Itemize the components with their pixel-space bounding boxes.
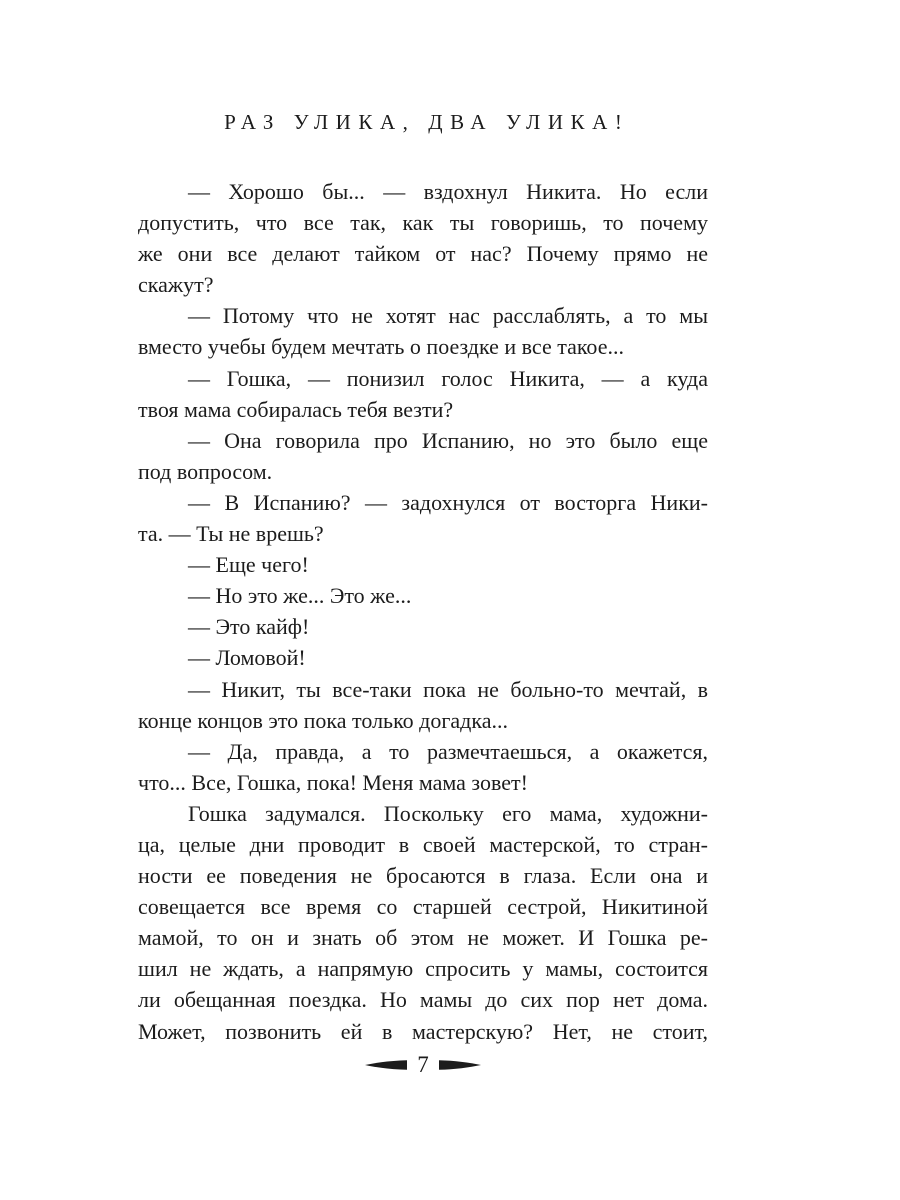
text-line: твоя мама собиралась тебя везти?: [138, 396, 454, 422]
text-line: конце концов это пока только догадка...: [138, 707, 508, 733]
text-line: ности ее поведения не бросаются в глаза. Если она и: [138, 863, 708, 889]
text-line: — Это кайф!: [188, 614, 310, 640]
text-line: Гошка задумался. Поскольку его мама, художни-: [188, 800, 708, 826]
text-line: шил не ждать, а напрямую спросить у мамы, состоится: [138, 956, 708, 982]
text-line: допустить, что все так, как ты говоришь, то почему: [138, 210, 708, 236]
text-line: — Она говорила про Испанию, но это было еще: [188, 427, 708, 453]
text-line: — В Испанию? — задохнулся от восторга Ники-: [188, 489, 708, 515]
text-line: Может, позвонить ей в мастерскую? Нет, не стоит,: [138, 1018, 708, 1044]
text-line: скажут?: [138, 272, 214, 298]
text-line: под вопросом.: [138, 458, 273, 484]
text-line: совещается все время со старшей сестрой, Никитиной: [138, 894, 708, 920]
text-line: мамой, то он и знать об этом не может. И Гошка ре-: [138, 925, 708, 951]
text-line: — Но это же... Это же...: [188, 583, 412, 609]
page-footer: [138, 1050, 708, 1080]
text-line: — Гошка, — понизил голос Никита, — а куда: [188, 365, 708, 391]
tapered-dash-left-icon: [365, 1059, 407, 1071]
text-line: та. — Ты не врешь?: [138, 521, 324, 547]
text-line: — Никит, ты все-таки пока не больно-то мечтай, в: [188, 676, 708, 702]
body-text: [138, 176, 708, 1047]
text-line: — Потому что не хотят нас расслаблять, а то мы: [188, 303, 708, 329]
text-line: ца, целые дни проводит в своей мастерской, то стран-: [138, 831, 708, 857]
page-number: 7: [417, 1052, 429, 1077]
text-line: — Да, правда, а то размечтаешься, а окажется,: [188, 738, 708, 764]
text-line: — Ломовой!: [188, 645, 306, 671]
text-line: же они все делают тайком от нас? Почему прямо не: [138, 241, 708, 267]
text-line: — Еще чего!: [188, 552, 309, 578]
text-line: что... Все, Гошка, пока! Меня мама зовет!: [138, 769, 528, 795]
chapter-title: РАЗ УЛИКА, ДВА УЛИКА!: [224, 110, 630, 134]
text-line: ли обещанная поездка. Но мамы до сих пор нет дома.: [138, 987, 708, 1013]
text-line: — Хорошо бы... — вздохнул Никита. Но если: [188, 179, 708, 204]
text-line: вместо учебы будем мечтать о поездке и все такое...: [138, 334, 624, 360]
tapered-dash-right-icon: [439, 1059, 481, 1071]
